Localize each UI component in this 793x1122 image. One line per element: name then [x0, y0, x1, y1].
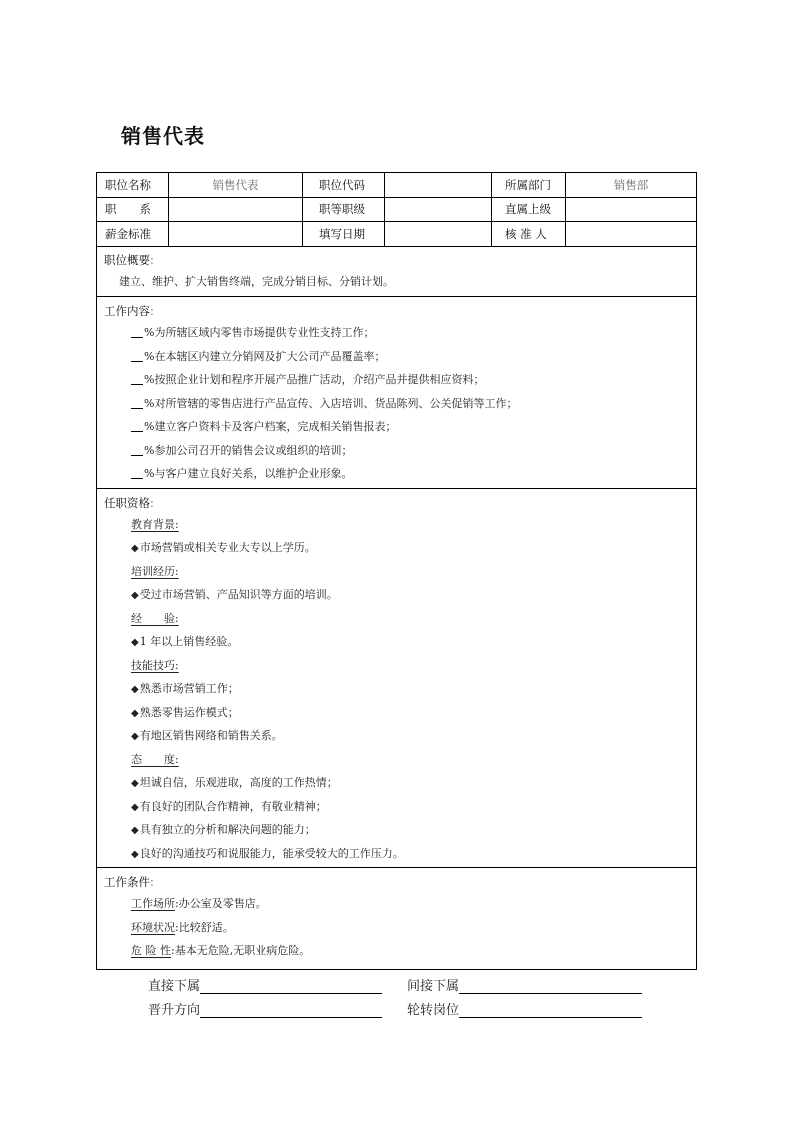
heading-text: 教育背景: — [131, 517, 179, 531]
label-direct-supervisor: 直属上级 — [492, 198, 566, 222]
qual-item — [97, 536, 696, 560]
duty-text: %与客户建立良好关系，以维护企业形象。 — [144, 467, 353, 480]
condition-workplace — [97, 892, 696, 916]
page-title: 销售代表 — [121, 124, 205, 148]
value-job-grade[interactable] — [385, 198, 492, 222]
colon: : — [150, 875, 154, 889]
section-title — [97, 493, 696, 513]
blank-underline — [131, 372, 143, 385]
duty-item — [97, 368, 696, 392]
qual-text: 熟悉零售运作模式； — [139, 705, 239, 719]
diamond-bullet-icon: ◆ — [131, 707, 139, 719]
duty-text: %参加公司召开的销售会议或组织的培训； — [144, 443, 353, 457]
qual-heading-training — [97, 560, 696, 584]
qual-item — [97, 701, 696, 725]
diamond-bullet-icon: ◆ — [131, 801, 139, 813]
qual-item — [97, 724, 696, 748]
value-position-code[interactable] — [385, 173, 492, 197]
label-fill-date: 填写日期 — [303, 222, 385, 246]
qual-text: 有地区销售网络和销售关系。 — [139, 729, 283, 742]
duty-text: %对所管辖的零售店进行产品宣传、入店培训、货品陈列、公关促销等工作； — [144, 396, 518, 410]
label-position-name: 职位名称 — [97, 173, 169, 197]
condition-value: :办公室及零售店。 — [175, 897, 267, 910]
section-conditions — [97, 868, 696, 969]
blank-underline — [131, 396, 143, 409]
qual-text: 具有独立的分析和解决问题的能力； — [139, 823, 316, 836]
duties-title: 工作内容 — [104, 304, 150, 318]
conditions-title: 工作条件 — [104, 875, 150, 889]
heading-text: 技能技巧: — [131, 658, 179, 672]
heading-text: 经 验: — [131, 611, 179, 625]
qual-item — [97, 630, 696, 654]
section-title — [97, 301, 696, 321]
qual-text: 坦诚自信，乐观进取，高度的工作热情； — [139, 776, 338, 789]
value-approver[interactable] — [566, 222, 696, 246]
value-direct-supervisor[interactable] — [566, 198, 696, 222]
value-fill-date[interactable] — [385, 222, 492, 246]
colon: : — [150, 252, 154, 267]
colon: : — [150, 304, 154, 318]
label-department: 所属部门 — [492, 173, 566, 197]
duty-item — [97, 321, 696, 345]
duty-text: %按照企业计划和程序开展产品推广活动，介绍产品并提供相应资料； — [144, 373, 485, 386]
section-title — [97, 250, 696, 270]
field-indirect-subordinate — [407, 975, 642, 994]
qual-heading-experience — [97, 607, 696, 631]
qual-heading-education — [97, 513, 696, 537]
rotation-position-input[interactable] — [459, 1001, 642, 1018]
section-qualifications — [97, 489, 696, 869]
indirect-subordinate-input[interactable] — [459, 977, 642, 994]
diamond-bullet-icon: ◆ — [131, 590, 139, 601]
qual-text: 1 年以上销售经验。 — [139, 635, 239, 648]
value-job-family[interactable] — [169, 198, 303, 222]
qual-item — [97, 818, 696, 842]
field-rotation-position — [407, 999, 642, 1018]
header-row-1 — [97, 173, 696, 198]
blank-underline — [131, 325, 143, 338]
duty-item — [97, 462, 696, 486]
label-job-grade: 职等职级 — [303, 198, 385, 222]
label-job-family: 职 系 — [97, 198, 169, 222]
diamond-bullet-icon: ◆ — [131, 825, 139, 836]
qual-text: 受过市场营销、产品知识等方面的培训。 — [139, 588, 338, 601]
diamond-bullet-icon: ◆ — [131, 848, 139, 860]
promotion-path-label: 晋升方向 — [148, 1003, 201, 1018]
qual-text: 有良好的团队合作精神，有敬业精神； — [139, 799, 327, 813]
section-duties — [97, 297, 696, 489]
indirect-subordinate-label: 间接下属 — [407, 979, 460, 994]
section-summary — [97, 247, 696, 298]
heading-text: 培训经历: — [131, 564, 179, 578]
condition-value: :比较舒适。 — [175, 920, 234, 934]
section-title — [97, 872, 696, 892]
duty-item — [97, 345, 696, 369]
blank-underline — [131, 349, 143, 362]
colon: : — [150, 495, 154, 510]
summary-title: 职位概要 — [104, 252, 150, 267]
label-position-code: 职位代码 — [303, 173, 385, 197]
direct-subordinate-input[interactable] — [200, 977, 382, 994]
qual-text: 良好的沟通技巧和说服能力，能承受较大的工作压力。 — [139, 846, 404, 860]
job-description-table — [96, 172, 697, 970]
duty-item — [97, 439, 696, 463]
label-approver: 核 准 人 — [492, 222, 566, 246]
duty-item — [97, 392, 696, 416]
duty-text: %在本辖区内建立分销网及扩大公司产品覆盖率； — [144, 349, 386, 363]
value-department[interactable]: 销售部 — [613, 177, 649, 192]
qual-item — [97, 795, 696, 819]
rotation-position-label: 轮转岗位 — [407, 1003, 460, 1018]
duty-item — [97, 415, 696, 439]
condition-label: 环境状况 — [131, 920, 175, 934]
diamond-bullet-icon: ◆ — [131, 684, 139, 695]
field-promotion-path — [148, 999, 382, 1018]
diamond-bullet-icon: ◆ — [131, 778, 139, 789]
qualifications-title: 任职资格 — [104, 495, 150, 510]
direct-subordinate-label: 直接下属 — [148, 979, 201, 994]
condition-value: :基本无危险,无职业病危险。 — [171, 944, 311, 957]
summary-text: 建立、维护、扩大销售终端，完成分销目标、分销计划。 — [119, 274, 394, 288]
qual-item — [97, 583, 696, 607]
header-row-3 — [97, 222, 696, 247]
qual-item — [97, 677, 696, 701]
label-salary-standard: 薪金标准 — [97, 222, 169, 246]
diamond-bullet-icon: ◆ — [131, 637, 139, 648]
field-direct-subordinate — [148, 975, 382, 994]
qual-item — [97, 842, 696, 866]
blank-underline — [131, 419, 143, 432]
condition-hazard — [97, 939, 696, 963]
qual-heading-skills — [97, 654, 696, 678]
diamond-bullet-icon: ◆ — [131, 731, 139, 742]
condition-label: 危 险 性 — [131, 944, 171, 957]
value-salary-standard[interactable] — [169, 222, 303, 246]
condition-label: 工作场所 — [131, 897, 175, 910]
heading-text: 态 度: — [131, 752, 179, 766]
qual-text: 市场营销或相关专业大专以上学历。 — [139, 541, 316, 554]
duty-text: %建立客户资料卡及客户档案，完成相关销售报表； — [144, 420, 397, 433]
blank-underline — [131, 466, 143, 479]
qual-text: 熟悉市场营销工作； — [139, 682, 239, 695]
diamond-bullet-icon: ◆ — [131, 543, 139, 554]
header-row-2 — [97, 198, 696, 223]
value-position-name[interactable]: 销售代表 — [169, 173, 303, 197]
duty-text: %为所辖区域内零售市场提供专业性支持工作； — [144, 326, 375, 339]
qual-item — [97, 771, 696, 795]
blank-underline — [131, 443, 143, 456]
promotion-path-input[interactable] — [200, 1001, 382, 1018]
condition-environment — [97, 916, 696, 940]
qual-heading-attitude — [97, 748, 696, 772]
